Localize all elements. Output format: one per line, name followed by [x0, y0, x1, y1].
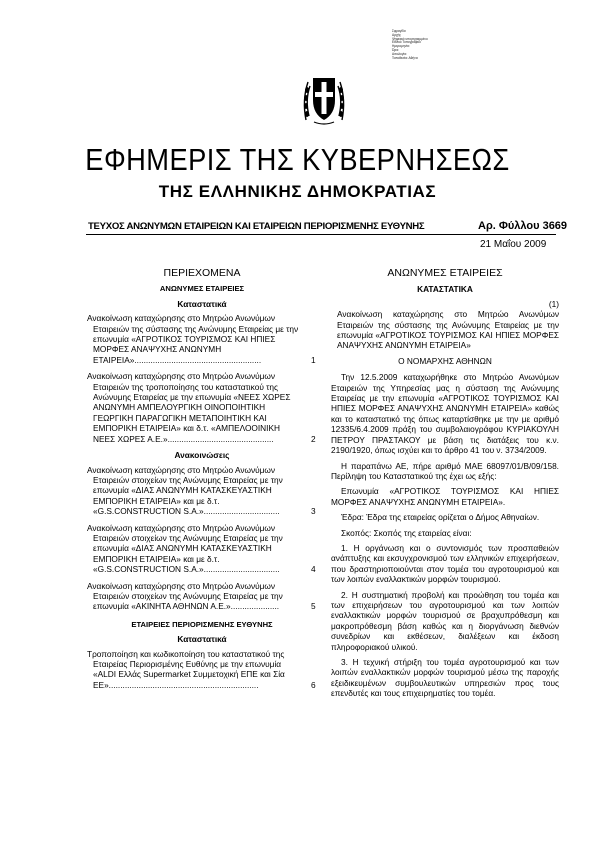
article-number: (1) — [548, 298, 559, 309]
toc-entry-text: Ανακοίνωση καταχώρησης στο Μητρώο Ανωνύμων Εταιρειών της τροποποίησης του καταστατικού της Ανώνυμης Εταιρείας με την επωνυμία «ΝΕΕΣ ΧΩΡΕΣ ΑΝΩΝΥΜΗ ΑΜΠΕΛΟΥΡΓΙΚΗ ΟΙΝΟΠΟΙΗΤΙΚΗ ΓΕΩΡΓΙΚΗ ΠΑΡΑΓΩΓΙΚΗ ΜΕΤΑΠΟΙΗΤΙΚΗ ΚΑΙ ΕΜΠΟΡΙΚΗ ΕΤΑΙΡΕΙΑ» και δ.τ. «ΑΜΠΕΛΟΟΙΝΙΚΗ ΝΕΕΣ ΧΩΡΕΣ Α.Ε.».............................................. — [87, 371, 291, 444]
article-paragraph: Επωνυμία «ΑΓΡΟΤΙΚΟΣ ΤΟΥΡΙΣΜΟΣ ΚΑΙ ΗΠΙΕΣ ΜΟΡΦΕΣ ΑΝΑΨΥΧΗΣ ΑΝΩΝΥΜΗ ΕΤΑΙΡΕΙΑ». — [331, 486, 559, 507]
toc-section-sa: ΑΝΩΝΥΜΕΣ ΕΤΑΙΡΕΙΕΣ — [159, 284, 245, 294]
stamp-line: Αιτιολογία: — [392, 51, 407, 56]
article-paragraph: Την 12.5.2009 καταχωρήθηκε στο Μητρώο Ανωνύμων Εταιρειών της Υπηρεσίας μας η σύσταση της Ανώνυμης Εταιρείας με την επωνυμία «ΑΓΡΟΤΙΚΟΣ ΤΟΥΡΙΣΜΟΣ ΚΑΙ ΗΠΙΕΣ ΜΟΡΦΕΣ ΑΝΑΨΥΧΗΣ ΑΝΩΝΥΜΗ ΕΤΑΙΡΕΙΑ» καθώς και το καταστατικό της όπως καταρτίσθηκε με την με αριθμό 12335/6.4.2009 πράξη του συμβολαιογράφου ΚΥΡΙΑΚΟΥΛΗ ΠΕΤΡΟΥ ΠΡΑΣΤΑΚΟΥ με βάση τις διατάξεις του κ.ν. 2190/1920, όπως ισχύει και το άρθρο 41 του ν. 3734/2009. — [331, 372, 559, 456]
article-paragraph: Σκοπός: Σκοπός της εταιρείας είναι: — [341, 527, 472, 538]
toc-entry-text: Ανακοίνωση καταχώρησης στο Μητρώο Ανωνύμων Εταιρειών της σύστασης της Ανώνυμης Εταιρείας με την επωνυμία «ΑΓΡΟΤΙΚΟΣ ΤΟΥΡΙΣΜΟΣ ΚΑΙ ΗΠΙΕΣ ΜΟΡΦΕΣ ΑΝΑΨΥΧΗΣ ΑΝΩΝΥΜΗ ΕΤΑΙΡΕΙΑ»....................................................... — [87, 313, 299, 365]
digital-signature-stamp — [392, 30, 462, 60]
toc-title: ΠΕΡΙΕΧΟΜΕΝΑ — [163, 267, 241, 279]
toc-entry[interactable]: Ανακοίνωση καταχώρησης στο Μητρώο Ανωνύμων Εταιρειών στοιχείων της Ανώνυμης Εταιρείας με την επωνυμία «ΔΙΑΣ ΑΝΩΝΥΜΗ ΚΑΤΑΣΚΕΥΑΣΤΙΚΗ ΕΜΠΟΡΙΚΗ ΕΤΑΙΡΕΙΑ» και με δ.τ. «G.S.CONSTRUCTION S.A.»................................. 3 — [87, 464, 316, 517]
toc-entries-statutes — [87, 313, 317, 444]
article-authority: Ο ΝΟΜΑΡΧΗΣ ΑΘΗΝΩΝ — [398, 355, 492, 366]
toc-entry[interactable]: Τροποποίηση και κωδικοποίηση του καταστατικού της Εταιρείας Περιορισμένης Ευθύνης με την επωνυμία «ALDI Ελλάς Supermarket Συμμετοχική ΕΠΕ και Σία ΕΕ»................................................................. 6 — [87, 648, 316, 690]
toc-entry[interactable]: Ανακοίνωση καταχώρησης στο Μητρώο Ανωνύμων Εταιρειών στοιχείων της Ανώνυμης Εταιρείας με την επωνυμία «ΔΙΑΣ ΑΝΩΝΥΜΗ ΚΑΤΑΣΚΕΥΑΣΤΙΚΗ ΕΜΠΟΡΙΚΗ ΕΤΑΙΡΕΙΑ» και με δ.τ. «G.S.CONSTRUCTION S.A.»................................. 4 — [87, 522, 316, 575]
toc-entry-text: Τροποποίηση και κωδικοποίηση του καταστατικού της Εταιρείας Περιορισμένης Ευθύνης με την επωνυμία «ALDI Ελλάς Supermarket Συμμετοχική ΕΠΕ και Σία ΕΕ»................................................................. — [87, 648, 285, 690]
stamp-line: Ημερομηνία: — [392, 44, 410, 49]
toc-subsection-announcements: Ανακοινώσεις — [174, 450, 230, 461]
toc-subsection-ltd-statutes: Καταστατικά — [177, 634, 227, 645]
stamp-line: Τοποθεσία: Αθήνα — [392, 55, 418, 60]
gazette-title: ΕΦΗΜΕΡΙΣ ΤΗΣ ΚΥΒΕΡΝΗΣΕΩΣ — [85, 142, 510, 177]
article-paragraph: 3. Η τεχνική στήριξη του τομέα αγροτουρισμού και των λοιπών εναλλακτικών μορφών τουρισμού μέσω της παροχής εξειδικευμένων συμβουλευτικών υπηρεσιών προς τους επενδυτές και τους επιχειρηματίες του τομέα. — [331, 657, 559, 699]
issue-date: 21 Μαΐου 2009 — [480, 239, 547, 250]
stamp-line: Ώρα: — [392, 47, 399, 52]
toc-entry[interactable]: Ανακοίνωση καταχώρησης στο Μητρώο Ανωνύμων Εταιρειών της τροποποίησης του καταστατικού της Ανώνυμης Εταιρείας με την επωνυμία «ΝΕΕΣ ΧΩΡΕΣ ΑΝΩΝΥΜΗ ΑΜΠΕΛΟΥΡΓΙΚΗ ΟΙΝΟΠΟΙΗΤΙΚΗ ΓΕΩΡΓΙΚΗ ΠΑΡΑΓΩΓΙΚΗ ΜΕΤΑΠΟΙΗΤΙΚΗ ΚΑΙ ΕΜΠΟΡΙΚΗ ΕΤΑΙΡΕΙΑ» και δ.τ. «ΑΜΠΕΛΟΟΙΝΙΚΗ ΝΕΕΣ ΧΩΡΕΣ Α.Ε.».............................................. 2 — [87, 371, 316, 444]
stamp-line: Αρχής — [392, 32, 401, 37]
article-paragraph: 2. Η συστηματική προβολή και προώθηση του τομέα και των επιχειρήσεων του αγροτουρισμού και των λοιπών εναλλακτικών μορφών τουρισμού σε βραχυπρόθεσμη και μακροπρόθεσμη βάση καθώς και η διοργάνωση διεθνών συνεδρίων και εκθέσεων, διαλέξεων και έκδοση πληροφοριακού υλικού. — [331, 589, 559, 652]
toc-entry-text: Ανακοίνωση καταχώρησης στο Μητρώο Ανωνύμων Εταιρειών στοιχείων της Ανώνυμης Εταιρείας με την επωνυμία «ΔΙΑΣ ΑΝΩΝΥΜΗ ΚΑΤΑΣΚΕΥΑΣΤΙΚΗ ΕΜΠΟΡΙΚΗ ΕΤΑΙΡΕΙΑ» και με δ.τ. «G.S.CONSTRUCTION S.A.»................................. — [87, 464, 283, 517]
table-of-contents — [87, 268, 317, 696]
gazette-subtitle: ΤΗΣ ΕΛΛΗΝΙΚΗΣ ΔΗΜΟΚΡΑΤΙΑΣ — [158, 182, 437, 201]
toc-subsection-statutes: Καταστατικά — [177, 298, 227, 309]
article-paragraph: Η παραπάνω ΑΕ, πήρε αριθμό ΜΑΕ 68097/01/Β/09/158. Περίληψη του Καταστατικού της έχει ως εξής: — [331, 460, 559, 481]
toc-entry[interactable]: Ανακοίνωση καταχώρησης στο Μητρώο Ανωνύμων Εταιρειών στοιχείων της Ανώνυμης Εταιρείας με την επωνυμία «ΑΚΙΝΗΤΑ ΑΘΗΝΩΝ Α.Ε.»..................... 5 — [87, 580, 316, 612]
toc-entries-ltd — [87, 649, 317, 691]
article-paragraph: Έδρα: Έδρα της εταιρείας ορίζεται ο Δήμος Αθηναίων. — [341, 512, 540, 523]
toc-entries-announcements — [87, 465, 317, 612]
toc-section-ltd: ΕΤΑΙΡΕΙΕΣ ΠΕΡΙΟΡΙΣΜΕΝΗΣ ΕΥΘΥΝΗΣ — [131, 619, 273, 629]
article-subsection-title: ΚΑΤΑΣΤΑΤΙΚΑ — [417, 284, 473, 295]
article-paragraph: 1. Η οργάνωση και ο συντονισμός των προσπαθειών ανάπτυξης και εκσυγχρονισμού των ελληνικών επιχειρήσεων, που δραστηριοποιούνται στον τομέα του αγροτουρισμού και των λοιπών εναλλακτικών μορφών τουρισμού. — [331, 542, 559, 585]
issue-type: ΤΕΥΧΟΣ ΑΝΩΝΥΜΩΝ ΕΤΑΙΡΕΙΩΝ ΚΑΙ ΕΤΑΙΡΕΙΩΝ ΠΕΡΙΟΡΙΣΜΕΝΗΣ ΕΥΘΥΝΗΣ — [88, 221, 425, 232]
toc-entry[interactable]: Ανακοίνωση καταχώρησης στο Μητρώο Ανωνύμων Εταιρειών της σύστασης της Ανώνυμης Εταιρείας με την επωνυμία «ΑΓΡΟΤΙΚΟΣ ΤΟΥΡΙΣΜΟΣ ΚΑΙ ΗΠΙΕΣ ΜΟΡΦΕΣ ΑΝΑΨΥΧΗΣ ΑΝΩΝΥΜΗ ΕΤΑΙΡΕΙΑ»....................................................... 1 — [87, 313, 316, 365]
article-intro: Ανακοίνωση καταχώρησης στο Μητρώο Ανωνύμων Εταιρειών της σύστασης της Ανώνυμης Εταιρείας με την επωνυμία «ΑΓΡΟΤΙΚΟΣ ΤΟΥΡΙΣΜΟΣ ΚΑΙ ΗΠΙΕΣ ΜΟΡΦΕΣ ΑΝΑΨΥΧΗΣ ΑΝΩΝΥΜΗ ΕΤΑΙΡΕΙΑ» — [337, 309, 559, 351]
stamp-line: Εθνικό Τυπογραφείο — [392, 40, 421, 45]
article-column — [331, 268, 559, 704]
article-section-title: ΑΝΩΝΥΜΕΣ ΕΤΑΙΡΕΙΕΣ — [387, 267, 503, 279]
toc-entry-text: Ανακοίνωση καταχώρησης στο Μητρώο Ανωνύμων Εταιρειών στοιχείων της Ανώνυμης Εταιρείας με την επωνυμία «ΑΚΙΝΗΤΑ ΑΘΗΝΩΝ Α.Ε.»..................... — [87, 580, 283, 612]
greek-coat-of-arms-emblem — [300, 70, 348, 126]
sheet-number: Αρ. Φύλλου 3669 — [478, 220, 568, 232]
stamp-line: Σφραγίδα — [392, 29, 406, 33]
stamp-line: Ψηφιακά υπογεγραμμένο — [392, 36, 428, 41]
header-divider — [86, 234, 556, 235]
toc-entry-text: Ανακοίνωση καταχώρησης στο Μητρώο Ανωνύμων Εταιρειών στοιχείων της Ανώνυμης Εταιρείας με την επωνυμία «ΔΙΑΣ ΑΝΩΝΥΜΗ ΚΑΤΑΣΚΕΥΑΣΤΙΚΗ ΕΜΠΟΡΙΚΗ ΕΤΑΙΡΕΙΑ» και με δ.τ. «G.S.CONSTRUCTION S.A.»................................. — [87, 522, 283, 575]
